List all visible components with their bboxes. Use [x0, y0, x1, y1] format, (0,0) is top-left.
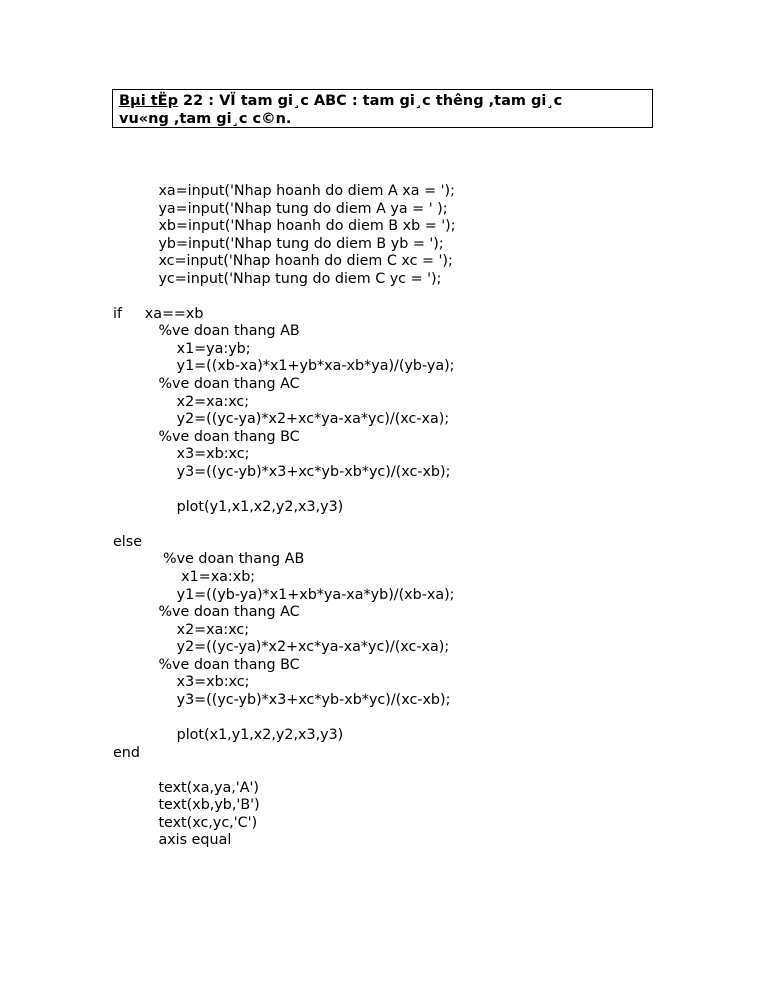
code-line: %ve doan thang AB — [113, 323, 300, 340]
code-line: x3=xb:xc; — [113, 446, 250, 463]
code-line: xc=input('Nhap hoanh do diem C xc = '); — [113, 253, 453, 270]
code-line: xa=input('Nhap hoanh do diem A xa = '); — [113, 183, 455, 199]
code-line: y3=((yc-yb)*x3+xc*yb-xb*yc)/(xc-xb); — [113, 691, 451, 708]
code-line: ya=input('Nhap tung do diem A ya = ' ); — [113, 200, 448, 217]
code-line: y2=((yc-ya)*x2+xc*ya-xa*yc)/(xc-xa); — [113, 639, 450, 656]
code-line: y2=((yc-ya)*x2+xc*ya-xa*yc)/(xc-xa); — [113, 411, 450, 428]
code-line: x2=xa:xc; — [113, 621, 250, 638]
title-rest: 22 : VÏ tam gi¸c ABC : tam gi¸c thêng ,tam gi¸c — [177, 93, 563, 109]
code-line — [113, 762, 456, 780]
code-line: x1=xa:xb; — [113, 569, 256, 586]
code-line: %ve doan thang BC — [113, 428, 300, 445]
code-line: x3=xb:xc; — [113, 674, 250, 691]
code-line: text(xa,ya,'A') — [113, 779, 259, 796]
code-line — [113, 288, 456, 306]
code-line: xb=input('Nhap hoanh do diem B xb = '); — [113, 218, 456, 235]
code-line: %ve doan thang AC — [113, 376, 300, 393]
title-line-1 — [119, 92, 646, 110]
code-line: y3=((yc-yb)*x3+xc*yb-xb*yc)/(xc-xb); — [113, 463, 451, 480]
code-line — [113, 516, 456, 534]
title-line-2: vu«ng ,tam gi¸c c©n. — [119, 111, 292, 127]
code-block — [113, 183, 456, 850]
code-line: text(xc,yc,'C') — [113, 814, 258, 831]
exercise-title-box — [112, 89, 653, 128]
code-line: yc=input('Nhap tung do diem C yc = '); — [113, 270, 442, 287]
code-line — [113, 481, 456, 499]
code-line: x1=ya:yb; — [113, 340, 251, 357]
code-line: axis equal — [113, 832, 232, 849]
code-line: %ve doan thang AC — [113, 604, 300, 621]
code-line: yb=input('Nhap tung do diem B yb = '); — [113, 235, 444, 252]
code-line: %ve doan thang AB — [113, 551, 305, 568]
code-line: y1=((yb-ya)*x1+xb*ya-xa*yb)/(xb-xa); — [113, 586, 455, 603]
title-lead: Bµi tËp — [119, 93, 178, 109]
code-line: x2=xa:xc; — [113, 393, 250, 410]
code-line: y1=((xb-xa)*x1+yb*xa-xb*ya)/(yb-ya); — [113, 358, 455, 375]
code-line: plot(x1,y1,x2,y2,x3,y3) — [113, 726, 344, 743]
code-line: end — [113, 744, 140, 761]
code-line: else — [113, 533, 143, 550]
code-line: if xa==xb — [113, 305, 204, 322]
code-line: %ve doan thang BC — [113, 656, 300, 673]
code-line — [113, 709, 456, 727]
code-line: plot(y1,x1,x2,y2,x3,y3) — [113, 498, 344, 515]
code-line: text(xb,yb,'B') — [113, 797, 260, 814]
